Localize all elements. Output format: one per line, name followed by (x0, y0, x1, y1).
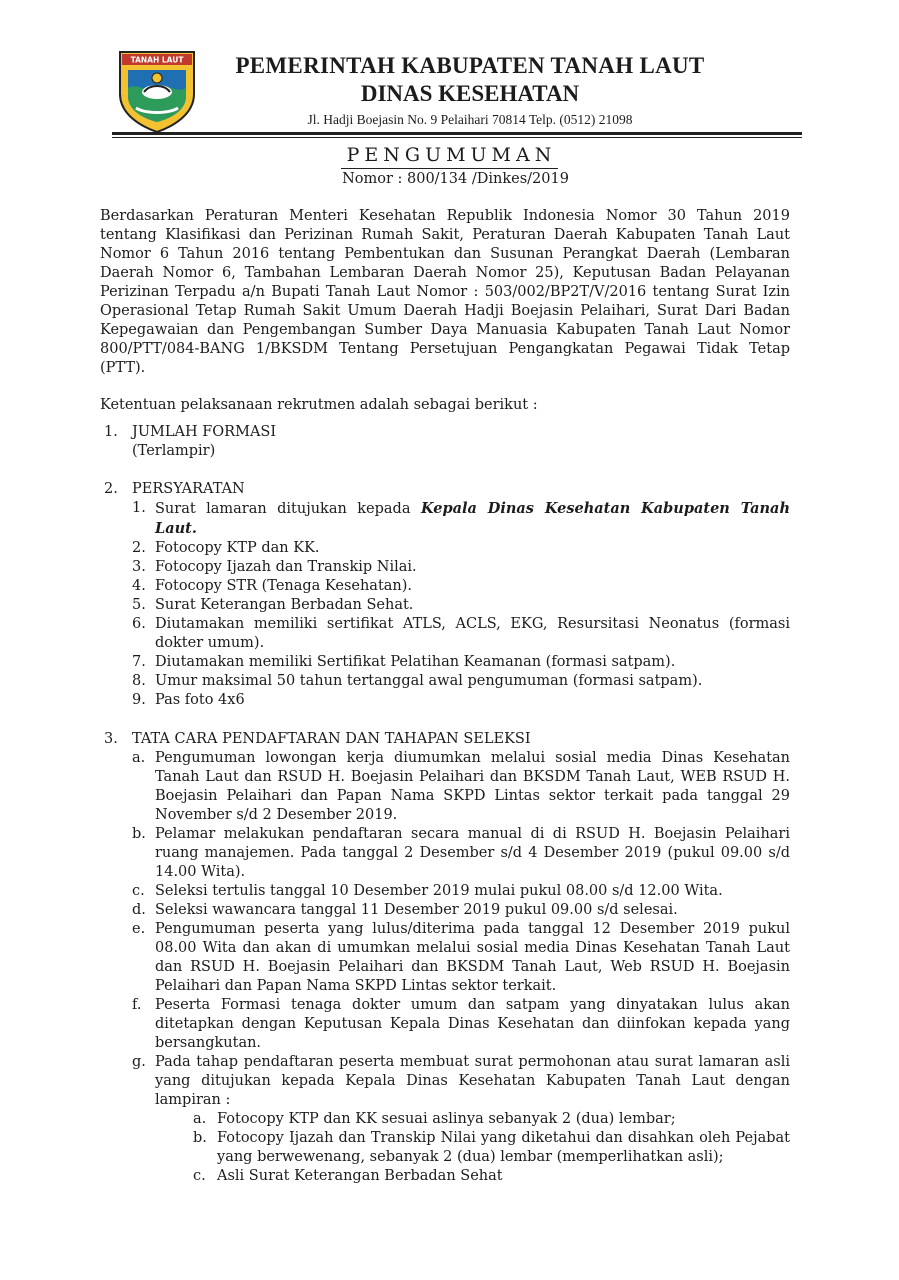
svg-text:TANAH LAUT: TANAH LAUT (130, 55, 184, 65)
list-item (193, 1110, 790, 1129)
list-marker: 8. (132, 673, 146, 689)
regency-crest-icon (114, 48, 200, 134)
section-jumlah-formasi (100, 423, 790, 461)
letterhead-rule-thick (112, 132, 802, 135)
item-text: Pada tahap pendaftaran peserta membuat surat permohonan atau surat lamaran asli yang ditujukan kepada Kepala Dinas Kesehatan Kabupaten Tanah Laut dengan lampiran : (155, 1054, 790, 1108)
list-marker: 2. (132, 540, 146, 556)
list-marker: 4. (132, 578, 146, 594)
item-text: Fotocopy STR (Tenaga Kesehatan). (155, 578, 413, 594)
list-marker: 3. (132, 559, 146, 575)
list-marker: c. (193, 1168, 206, 1184)
list-marker: b. (132, 826, 146, 842)
list-item (132, 920, 790, 996)
list-marker: e. (132, 921, 146, 937)
department-name: DINAS KESEHATAN (360, 81, 580, 106)
list-item (193, 1167, 790, 1186)
item-text: Seleksi tertulis tanggal 10 Desember 2019 mulai pukul 08.00 s/d 12.00 Wita. (155, 883, 723, 899)
list-marker: a. (132, 750, 146, 766)
announcement-number: Nomor : 800/134 /Dinkes/2019 (342, 171, 569, 187)
section-tata-cara (100, 730, 790, 1186)
item-text: Diutamakan memiliki Sertifikat Pelatihan Keamanan (formasi satpam). (155, 654, 676, 670)
list-marker: b. (193, 1130, 207, 1146)
section-title: JUMLAH FORMASI (132, 424, 277, 440)
item-text: Fotocopy Ijazah dan Transkip Nilai yang diketahui dan disahkan oleh Pejabat yang berwewenang, sebanyak 2 (dua) lembar (memperlihatkan asli); (217, 1130, 790, 1165)
item-text: Fotocopy KTP dan KK. (155, 540, 320, 556)
section-number: 2. (104, 481, 118, 497)
item-text: Seleksi wawancara tanggal 11 Desember 2019 pukul 09.00 s/d selesai. (155, 902, 678, 918)
letterhead-rule-thin (112, 137, 802, 138)
list-item (193, 1129, 790, 1167)
government-name: PEMERINTAH KABUPATEN TANAH LAUT (235, 53, 705, 78)
list-item (132, 691, 790, 710)
announcement-heading (0, 142, 899, 189)
list-item (132, 499, 790, 539)
office-address: Jl. Hadji Boejasin No. 9 Pelaihari 70814 Telp. (0512) 21098 (307, 112, 633, 127)
list-item (132, 596, 790, 615)
item-text: Pengumuman lowongan kerja diumumkan melalui sosial media Dinas Kesehatan Tanah Laut dan RSUD H. Boejasin Pelaihari dan BKSDM Tanah Laut, WEB RSUD H. Boejasin Pelaihari dan Papan Nama SKPD Lintas sektor terkait pada tanggal 29 November s/d 2 Desember 2019. (155, 750, 790, 823)
item-text: Pelamar melakukan pendaftaran secara manual di di RSUD H. Boejasin Pelaihari ruang manajemen. Pada tanggal 2 Desember s/d 4 Desember 2019 (pukul 09.00 s/d 14.00 Wita). (155, 826, 790, 880)
list-marker: 7. (132, 654, 146, 670)
item-text: Diutamakan memiliki sertifikat ATLS, ACLS, EKG, Resursitasi Neonatus (formasi dokter umum). (155, 616, 790, 651)
section-title: TATA CARA PENDAFTARAN DAN TAHAPAN SELEKSI (132, 731, 531, 747)
list-item (132, 539, 790, 558)
list-marker: g. (132, 1054, 146, 1070)
list-item (132, 577, 790, 596)
list-marker: 1. (132, 500, 146, 516)
list-item (132, 996, 790, 1053)
item-text: Fotocopy KTP dan KK sesuai aslinya sebanyak 2 (dua) lembar; (217, 1111, 676, 1127)
section-persyaratan (100, 480, 790, 710)
list-marker: d. (132, 902, 146, 918)
list-marker: 5. (132, 597, 146, 613)
item-text: Surat lamaran ditujukan kepada (155, 501, 421, 517)
announcement-title: PENGUMUMAN (341, 142, 559, 169)
section-note: (Terlampir) (132, 443, 216, 459)
list-marker: 6. (132, 616, 146, 632)
list-item (132, 672, 790, 691)
list-item (132, 749, 790, 825)
intro-paragraph: Berdasarkan Peraturan Menteri Kesehatan Republik Indonesia Nomor 30 Tahun 2019 tentang Klasifikasi dan Perizinan Rumah Sakit, Peraturan Daerah Kabupaten Tanah Laut Nomor 6 Tahun 2016 tentang Pembentukan dan Susunan Perangkat Daerah (Lembaran Daerah Nomor 6, Tambahan Lembaran Daerah Nomor 25), Keputusan Badan Pelayanan Perizinan Terpadu a/n Bupati Tanah Laut Nomor : 503/002/BP2T/V/2016 tentang Surat Izin Operasional Tetap Rumah Sakit Umum Daerah Hadji Boejasin Pelaihari, Surat Dari Badan Kepegawaian dan Pengembangan Sumber Daya Manuasia Kabupaten Tanah Laut Nomor 800/PTT/084-BANG 1/BKSDM Tentang Persetujuan Pengangkatan Pegawai Tidak Tetap (PTT). (100, 208, 790, 376)
announcement-body (100, 207, 790, 1186)
item-text: Pas foto 4x6 (155, 692, 245, 708)
list-marker: f. (132, 997, 142, 1013)
item-text: Umur maksimal 50 tahun tertanggal awal pengumuman (formasi satpam). (155, 673, 703, 689)
list-item (132, 653, 790, 672)
section-number: 3. (104, 731, 118, 747)
list-item (132, 1053, 790, 1186)
item-text: Pengumuman peserta yang lulus/diterima pada tanggal 12 Desember 2019 pukul 08.00 Wita dan akan di umumkan melalui sosial media Dinas Kesehatan Tanah Laut dan RSUD H. Boejasin Pelaihari dan BKSDM Tanah Laut, Web RSUD H. Boejasin Pelaihari dan Papan Nama SKPD Lintas sektor terkait. (155, 921, 790, 994)
procedure-list (132, 749, 790, 1186)
section-number: 1. (104, 424, 118, 440)
requirements-list (132, 499, 790, 710)
provisions-lead: Ketentuan pelaksanaan rekrutmen adalah sebagai berikut : (100, 397, 538, 413)
item-text: Peserta Formasi tenaga dokter umum dan satpam yang dinyatakan lulus akan ditetapkan dengan Keputusan Kepala Dinas Kesehatan dan diinfokan kepada yang bersangkutan. (155, 997, 790, 1051)
item-text: Fotocopy Ijazah dan Transkip Nilai. (155, 559, 417, 575)
list-marker: 9. (132, 692, 146, 708)
list-item (132, 558, 790, 577)
list-item (132, 901, 790, 920)
list-item (132, 615, 790, 653)
item-emphasis: Kepala Dinas Kesehatan Kabupaten Tanah Laut. (155, 500, 790, 537)
list-item (132, 825, 790, 882)
list-marker: c. (132, 883, 145, 899)
letterhead (200, 52, 740, 130)
item-text: Surat Keterangan Berbadan Sehat. (155, 597, 414, 613)
item-text: Asli Surat Keterangan Berbadan Sehat (217, 1168, 503, 1184)
attachment-list (193, 1110, 790, 1186)
section-title: PERSYARATAN (132, 481, 245, 497)
list-item (132, 882, 790, 901)
list-marker: a. (193, 1111, 207, 1127)
